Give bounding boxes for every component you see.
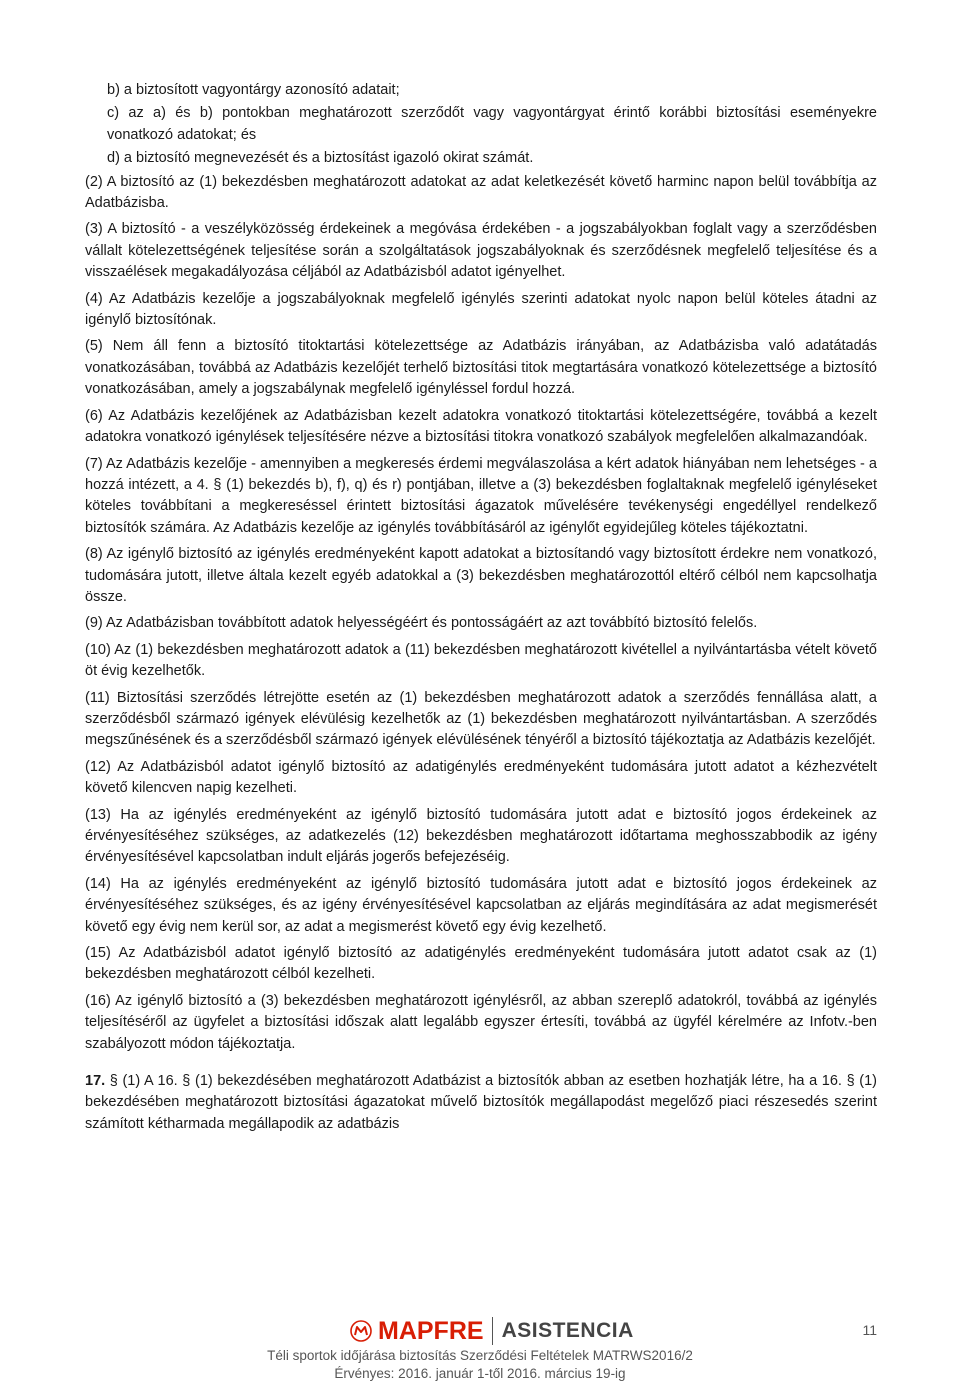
mapfre-emblem-icon — [350, 1320, 372, 1342]
footer-validity: Érvényes: 2016. január 1-től 2016. március 19-ig — [334, 1366, 626, 1381]
section-17-number: 17. — [85, 1073, 106, 1090]
footer-document-title: Téli sportok időjárása biztosítás Szerződési Feltételek MATRWS2016/2 — [267, 1348, 693, 1363]
paragraph-14: (14) Ha az igénylés eredményeként az igénylő biztosító tudomására jutott adat e biztosító jogos érdekeinek az érvényesítéséhez szükséges, és az igény érvényesítésével kapcsolatban az eljárás megindítására az adat megismerését követő egy évig nem kerül sor, az adat a megismerést követő egy évig kezelhető. — [85, 875, 877, 935]
list-item-b: b) a biztosított vagyontárgy azonosító adatait; — [107, 82, 400, 98]
paragraph-7: (7) Az Adatbázis kezelője - amennyiben a megkeresés érdemi megválaszolása a kért adatok hiányában nem lehetséges - a hozzá intézett, a 4. § (1) bekezdés b), f), q) és r) pontjában, illetve a (3) bekezdésben foglaltaknak megfelelő igényléseket köteles továbbítani a megkereséssel érintett biztosítási ágazatok művelésére tevékenységi engedéllyel rendelkező biztosítók számára. Az Adatbázis kezelője az igénylés továbbításáról az igénylőt egyidejűleg köteles tájékoztatni. — [85, 455, 877, 536]
logo-divider — [492, 1317, 493, 1345]
paragraph-5: (5) Nem áll fenn a biztosító titoktartási kötelezettsége az Adatbázis irányában, az Adatbázisba való adatátadás vonatkozásában, továbbá az Adatbázis kezelőjét terhelő biztosítási titok megtartására vonatkozó kötelezettsége a biztosító vonatkozásában, amely a jogszabálynak megfelelő igényléssel fordul hozzá. — [85, 338, 877, 398]
logo-subtitle: ASISTENCIA — [501, 1319, 634, 1342]
paragraph-15: (15) Az Adatbázisból adatot igénylő biztosító az adatigénylés eredményeként tudomására jutott adatot csak az (1) bekezdésben meghatározott célból kezelheti. — [85, 945, 877, 983]
paragraph-12: (12) Az Adatbázisból adatot igénylő biztosító az adatigénylés eredményeként tudomására jutott adatot a kézhezvételt követő kilencven napig kezelheti. — [85, 758, 877, 797]
paragraph-4: (4) Az Adatbázis kezelője a jogszabályoknak megfelelő igénylés szerinti adatokat nyolc napon belül köteles átadni az igénylő biztosítónak. — [85, 290, 877, 329]
paragraph-6: (6) Az Adatbázis kezelőjének az Adatbázisban kezelt adatokra vonatkozó titoktartási kötelezettségére, továbbá a kezelt adatokra vonatkozó igénylések teljesítésére nézve a biztosítási titokra vonatkozó szabályok megfelelően alkalmazandóak. — [85, 407, 877, 446]
paragraph-11: (11) Biztosítási szerződés létrejötte esetén az (1) bekezdésben meghatározott adatok a szerződés fennállása alatt, a szerződésből származó igények elévülésig kezelhetők az (1) bekezdésben meghatározott nyilvántartásban. A szerződés megszűnésének és a szerződésből származó igények elévülésének tényéről a biztosító tájékoztatja az Adatbázis kezelőjét. — [85, 689, 877, 749]
paragraph-2: (2) A biztosító az (1) bekezdésben meghatározott adatokat az adat keletkezését követő harminc napon belül továbbítja az Adatbázisba. — [85, 173, 877, 212]
mapfre-asistencia-logo — [350, 1316, 634, 1346]
list-item-d: d) a biztosító megnevezését és a biztosítást igazoló okirat számát. — [107, 150, 534, 167]
logo-brand: MAPFRE — [378, 1316, 484, 1345]
paragraph-10: (10) Az (1) bekezdésben meghatározott adatok a (11) bekezdésben meghatározott kivétellel a nyilvántartásba vételt követő öt évig kezelhetők. — [85, 641, 877, 680]
paragraph-13: (13) Ha az igénylés eredményeként az igénylő biztosító tudomására jutott adat e biztosító jogos érdekeinek az érvényesítéséhez szükséges, az adatkezelés (12) bekezdésben meghatározott időtartama meghosszabbodik az igény érvényesítésével kapcsolatban indult eljárás jogerős befejezéséig. — [85, 806, 877, 866]
paragraph-8: (8) Az igénylő biztosító az igénylés eredményeként kapott adatokat a biztosítandó vagy biztosított érdekre nem vonatkozó, tudomására jutott, illetve általa kezelt egyéb adatokkal a (3) bekezdésben meghatározottól eltérő célból nem kapcsolhatja össze. — [85, 546, 877, 605]
list-item-c: c) az a) és b) pontokban meghatározott szerződőt vagy vagyontárgyat érintő korábbi biztosítási eseményekre vonatkozó adatokat; és — [107, 105, 877, 143]
paragraph-3: (3) A biztosító - a veszélyközösség érdekeinek a megóvása érdekében - a jogszabályokban foglalt vagy a szerződésben vállalt kötelezettségének teljesítése során a szolgáltatások jogszabályoknak és szerződésnek megfelelő teljesítése és a visszaélések megakadályozása céljából az Adatbázisból adatot igényelhet. — [85, 221, 877, 281]
paragraph-16: (16) Az igénylő biztosító a (3) bekezdésben meghatározott igénylésről, az abban szereplő adatokról, továbbá az igénylés teljesítéséről az ügyfelet a biztosítási időszak alatt legalább egyszer értesíti, továbbá az ügyfél kérelmére az Infotv.-ben szabályozott módon tájékoztatja. — [85, 992, 877, 1052]
section-17 — [85, 1071, 877, 1135]
document-body — [85, 80, 877, 1140]
page-number: 11 — [862, 1322, 877, 1338]
section-17-text: § (1) A 16. § (1) bekezdésében meghatározott Adatbázist a biztosítók abban az esetben hozhatják létre, ha a 16. § (1) bekezdésében meghatározott biztosítási ágazatokat művelő biztosítók megállapodást megelőző piaci részesedés szerint számított kétharmada megállapodik az adatbázis — [85, 1073, 877, 1132]
paragraph-9: (9) Az Adatbázisban továbbított adatok helyességéért és pontosságáért az azt továbbító biztosító felelős. — [85, 615, 758, 632]
